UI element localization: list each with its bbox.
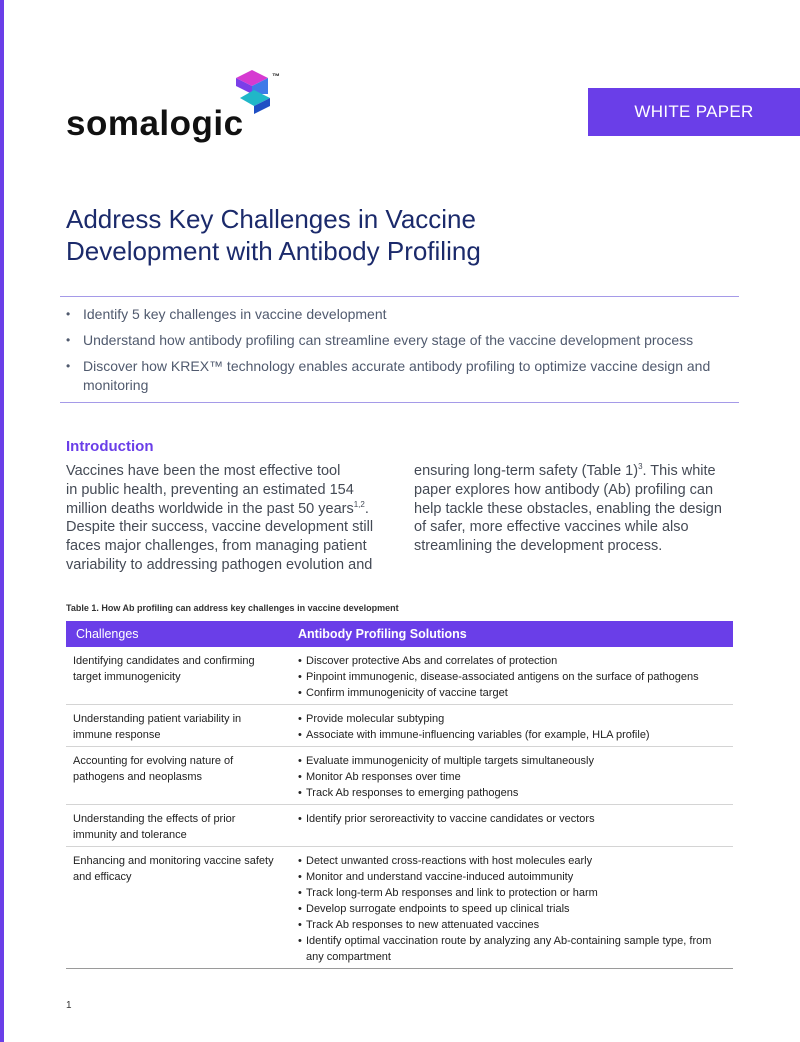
header-solutions: Antibody Profiling Solutions: [298, 627, 467, 641]
key-points-box: [60, 296, 739, 403]
table-row: [66, 747, 733, 805]
challenge-cell: Enhancing and monitoring vaccine safety and efficacy: [73, 855, 274, 883]
solution-item: • Monitor Ab responses over time: [298, 769, 730, 785]
solutions-cell: [298, 711, 730, 743]
table-header-row: [66, 621, 733, 647]
challenge-cell: Identifying candidates and confirming target immunogenicity: [73, 655, 255, 683]
table-row: [66, 705, 733, 747]
solutions-cell: [298, 653, 730, 701]
citation-superscript: 3: [638, 462, 643, 472]
intro-line: streamlining the development process.: [414, 538, 663, 555]
intro-line: Despite their success, vaccine development still: [66, 519, 374, 536]
solution-item: • Track Ab responses to new attenuated vaccines: [298, 917, 730, 933]
challenges-table: [66, 621, 733, 969]
accent-sidebar-bar: [0, 0, 4, 1042]
solution-item: • Provide molecular subtyping: [298, 711, 730, 727]
page-number: 1: [66, 1000, 72, 1011]
solution-item: • Identify prior seroreactivity to vaccine candidates or vectors: [298, 811, 730, 827]
trademark-symbol: ™: [272, 72, 280, 81]
solution-item: • Pinpoint immunogenic, disease-associated antigens on the surface of pathogens: [298, 669, 730, 685]
intro-column-2: [414, 462, 724, 556]
solutions-cell: [298, 853, 730, 965]
table-row: [66, 847, 733, 969]
title-line-2: Development with Antibody Profiling: [66, 236, 481, 266]
solution-item: • Associate with immune-influencing variables (for example, HLA profile): [298, 727, 730, 743]
key-points-list: [60, 305, 739, 395]
page-title: [66, 203, 666, 267]
title-line-1: Address Key Challenges in Vaccine: [66, 204, 476, 234]
solution-item: • Identify optimal vaccination route by analyzing any Ab-containing sample type, from any compartment: [298, 933, 730, 965]
intro-line: million deaths worldwide in the past 50 years$^{1,2}$.: [66, 499, 369, 517]
table-row: [66, 647, 733, 705]
intro-line: faces major challenges, from managing patient: [66, 538, 367, 555]
table-caption: Table 1. How Ab profiling can address key challenges in vaccine development: [66, 603, 399, 613]
intro-line: Vaccines have been the most effective tool: [66, 463, 341, 479]
somalogic-logo: [66, 66, 296, 146]
solutions-cell: [298, 811, 730, 827]
solution-item: • Discover protective Abs and correlates of protection: [298, 653, 730, 669]
white-paper-badge: WHITE PAPER: [588, 88, 800, 136]
solution-item: • Confirm immunogenicity of vaccine target: [298, 685, 730, 701]
intro-line: ensuring long-term safety (Table 1)$^3$. This white: [414, 462, 716, 479]
brand-name: somalogic: [66, 104, 244, 143]
table-row: [66, 805, 733, 847]
intro-line: in public health, preventing an estimated 154: [66, 481, 354, 498]
key-point-item: • Discover how KREX™ technology enables accurate antibody profiling to optimize vaccine design and monitoring: [66, 357, 739, 395]
solution-item: • Develop surrogate endpoints to speed up clinical trials: [298, 901, 730, 917]
header-challenges: Challenges: [76, 627, 139, 641]
challenge-cell: Understanding the effects of prior immunity and tolerance: [73, 813, 236, 841]
challenge-cell: Accounting for evolving nature of pathogens and neoplasms: [73, 755, 234, 783]
solution-item: • Evaluate immunogenicity of multiple targets simultaneously: [298, 753, 730, 769]
solution-item: • Detect unwanted cross-reactions with host molecules early: [298, 853, 730, 869]
solution-item: • Monitor and understand vaccine-induced autoimmunity: [298, 869, 730, 885]
intro-column-1: [66, 462, 374, 575]
citation-superscript: 1,2: [353, 499, 365, 509]
solutions-cell: [298, 753, 730, 801]
introduction-heading: Introduction: [66, 438, 154, 455]
intro-line: variability to addressing pathogen evolution and: [66, 556, 373, 573]
intro-line: paper explores how antibody (Ab) profiling can: [414, 481, 714, 498]
solution-item: • Track long-term Ab responses and link to protection or harm: [298, 885, 730, 901]
key-point-item: • Understand how antibody profiling can streamline every stage of the vaccine development process: [66, 331, 739, 350]
challenge-cell: Understanding patient variability in immune response: [73, 713, 242, 741]
solution-item: • Track Ab responses to emerging pathogens: [298, 785, 730, 801]
intro-line: of safer, more effective vaccines while also: [414, 519, 689, 536]
intro-line: help tackle these obstacles, enabling the design: [414, 500, 722, 517]
key-point-item: • Identify 5 key challenges in vaccine development: [66, 305, 739, 324]
